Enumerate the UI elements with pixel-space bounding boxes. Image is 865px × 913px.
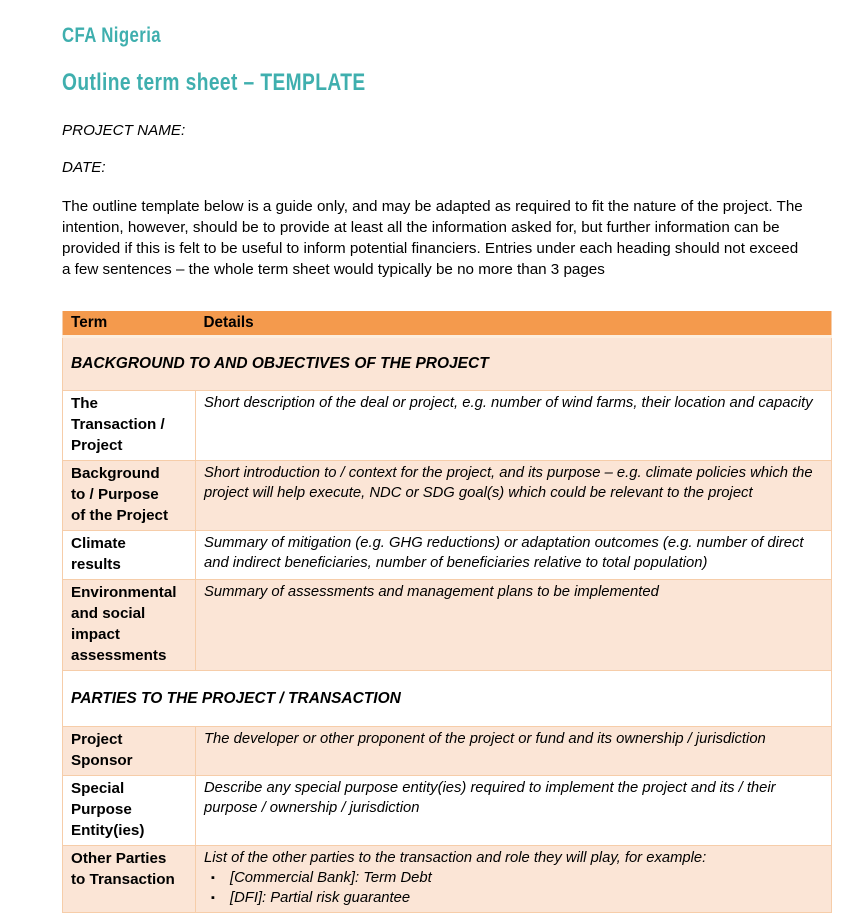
table-row: [63, 461, 832, 531]
page-title: [62, 24, 835, 48]
date-label: DATE:: [62, 159, 106, 176]
section-heading-parties: PARTIES TO THE PROJECT / TRANSACTION: [63, 671, 832, 727]
term-cell: Environmental and social impact assessments: [63, 580, 196, 671]
term-cell: Other Parties to Transaction: [63, 846, 196, 913]
table-row: [63, 391, 832, 461]
table-row: [63, 776, 832, 846]
term-cell: Project Sponsor: [63, 727, 196, 776]
details-cell: Short introduction to / context for the project, and its purpose – e.g. climate policies which the project will help execute, NDC or SDG goal(s) which could be relevant to the project: [196, 461, 832, 531]
details-cell: [196, 846, 832, 913]
intro-paragraph: The outline template below is a guide only, and may be adapted as required to fit the nature of the project. The intention, however, should be to provide at least all the information asked for, but further information can be provided if this is felt to be useful to inform potential financiers. Entries under each heading should not exceed a few sentences – the whole term sheet would typically be no more than 3 pages: [62, 198, 803, 278]
details-cell: Summary of assessments and management plans to be implemented: [196, 580, 832, 671]
project-name-label: PROJECT NAME:: [62, 122, 186, 139]
term-cell: The Transaction / Project: [63, 391, 196, 461]
table-row: [63, 727, 832, 776]
table-row: [63, 531, 832, 580]
term-column-header: Term: [63, 311, 196, 337]
section-row-parties: [63, 671, 832, 727]
term-sheet-table: [62, 311, 832, 913]
section-row-background: [63, 337, 832, 391]
details-cell: Short description of the deal or project, e.g. number of wind farms, their location and capacity: [196, 391, 832, 461]
section-heading-background: BACKGROUND TO AND OBJECTIVES OF THE PROJECT: [63, 337, 832, 391]
bullet-item-text: [DFI]: Partial risk guarantee: [230, 890, 411, 906]
details-intro-text: List of the other parties to the transaction and role they will play, for example:: [204, 850, 707, 866]
table-row: [63, 846, 832, 913]
table-header-row: [63, 311, 832, 337]
term-cell: Climate results: [63, 531, 196, 580]
details-cell: The developer or other proponent of the project or fund and its ownership / jurisdiction: [196, 727, 832, 776]
term-cell: Background to / Purpose of the Project: [63, 461, 196, 531]
details-cell: Summary of mitigation (e.g. GHG reductions) or adaptation outcomes (e.g. number of direct and indirect beneficiaries, number of beneficiaries relative to total population): [196, 531, 832, 580]
page-subtitle-text: Outline term sheet – TEMPLATE: [62, 69, 366, 96]
square-bullet-icon: ▪: [211, 872, 215, 884]
bullet-item-text: [Commercial Bank]: Term Debt: [230, 870, 432, 886]
bullet-item: [204, 888, 821, 908]
details-column-header: Details: [196, 311, 832, 337]
details-cell: Describe any special purpose entity(ies) required to implement the project and its / their purpose / ownership / jurisdiction: [196, 776, 832, 846]
square-bullet-icon: ▪: [211, 892, 215, 904]
table-row: [63, 580, 832, 671]
term-cell: Special Purpose Entity(ies): [63, 776, 196, 846]
bullet-item: [204, 868, 821, 888]
page-title-text: CFA Nigeria: [62, 24, 161, 47]
bullet-list: [204, 868, 821, 908]
page-subtitle: [62, 69, 835, 97]
